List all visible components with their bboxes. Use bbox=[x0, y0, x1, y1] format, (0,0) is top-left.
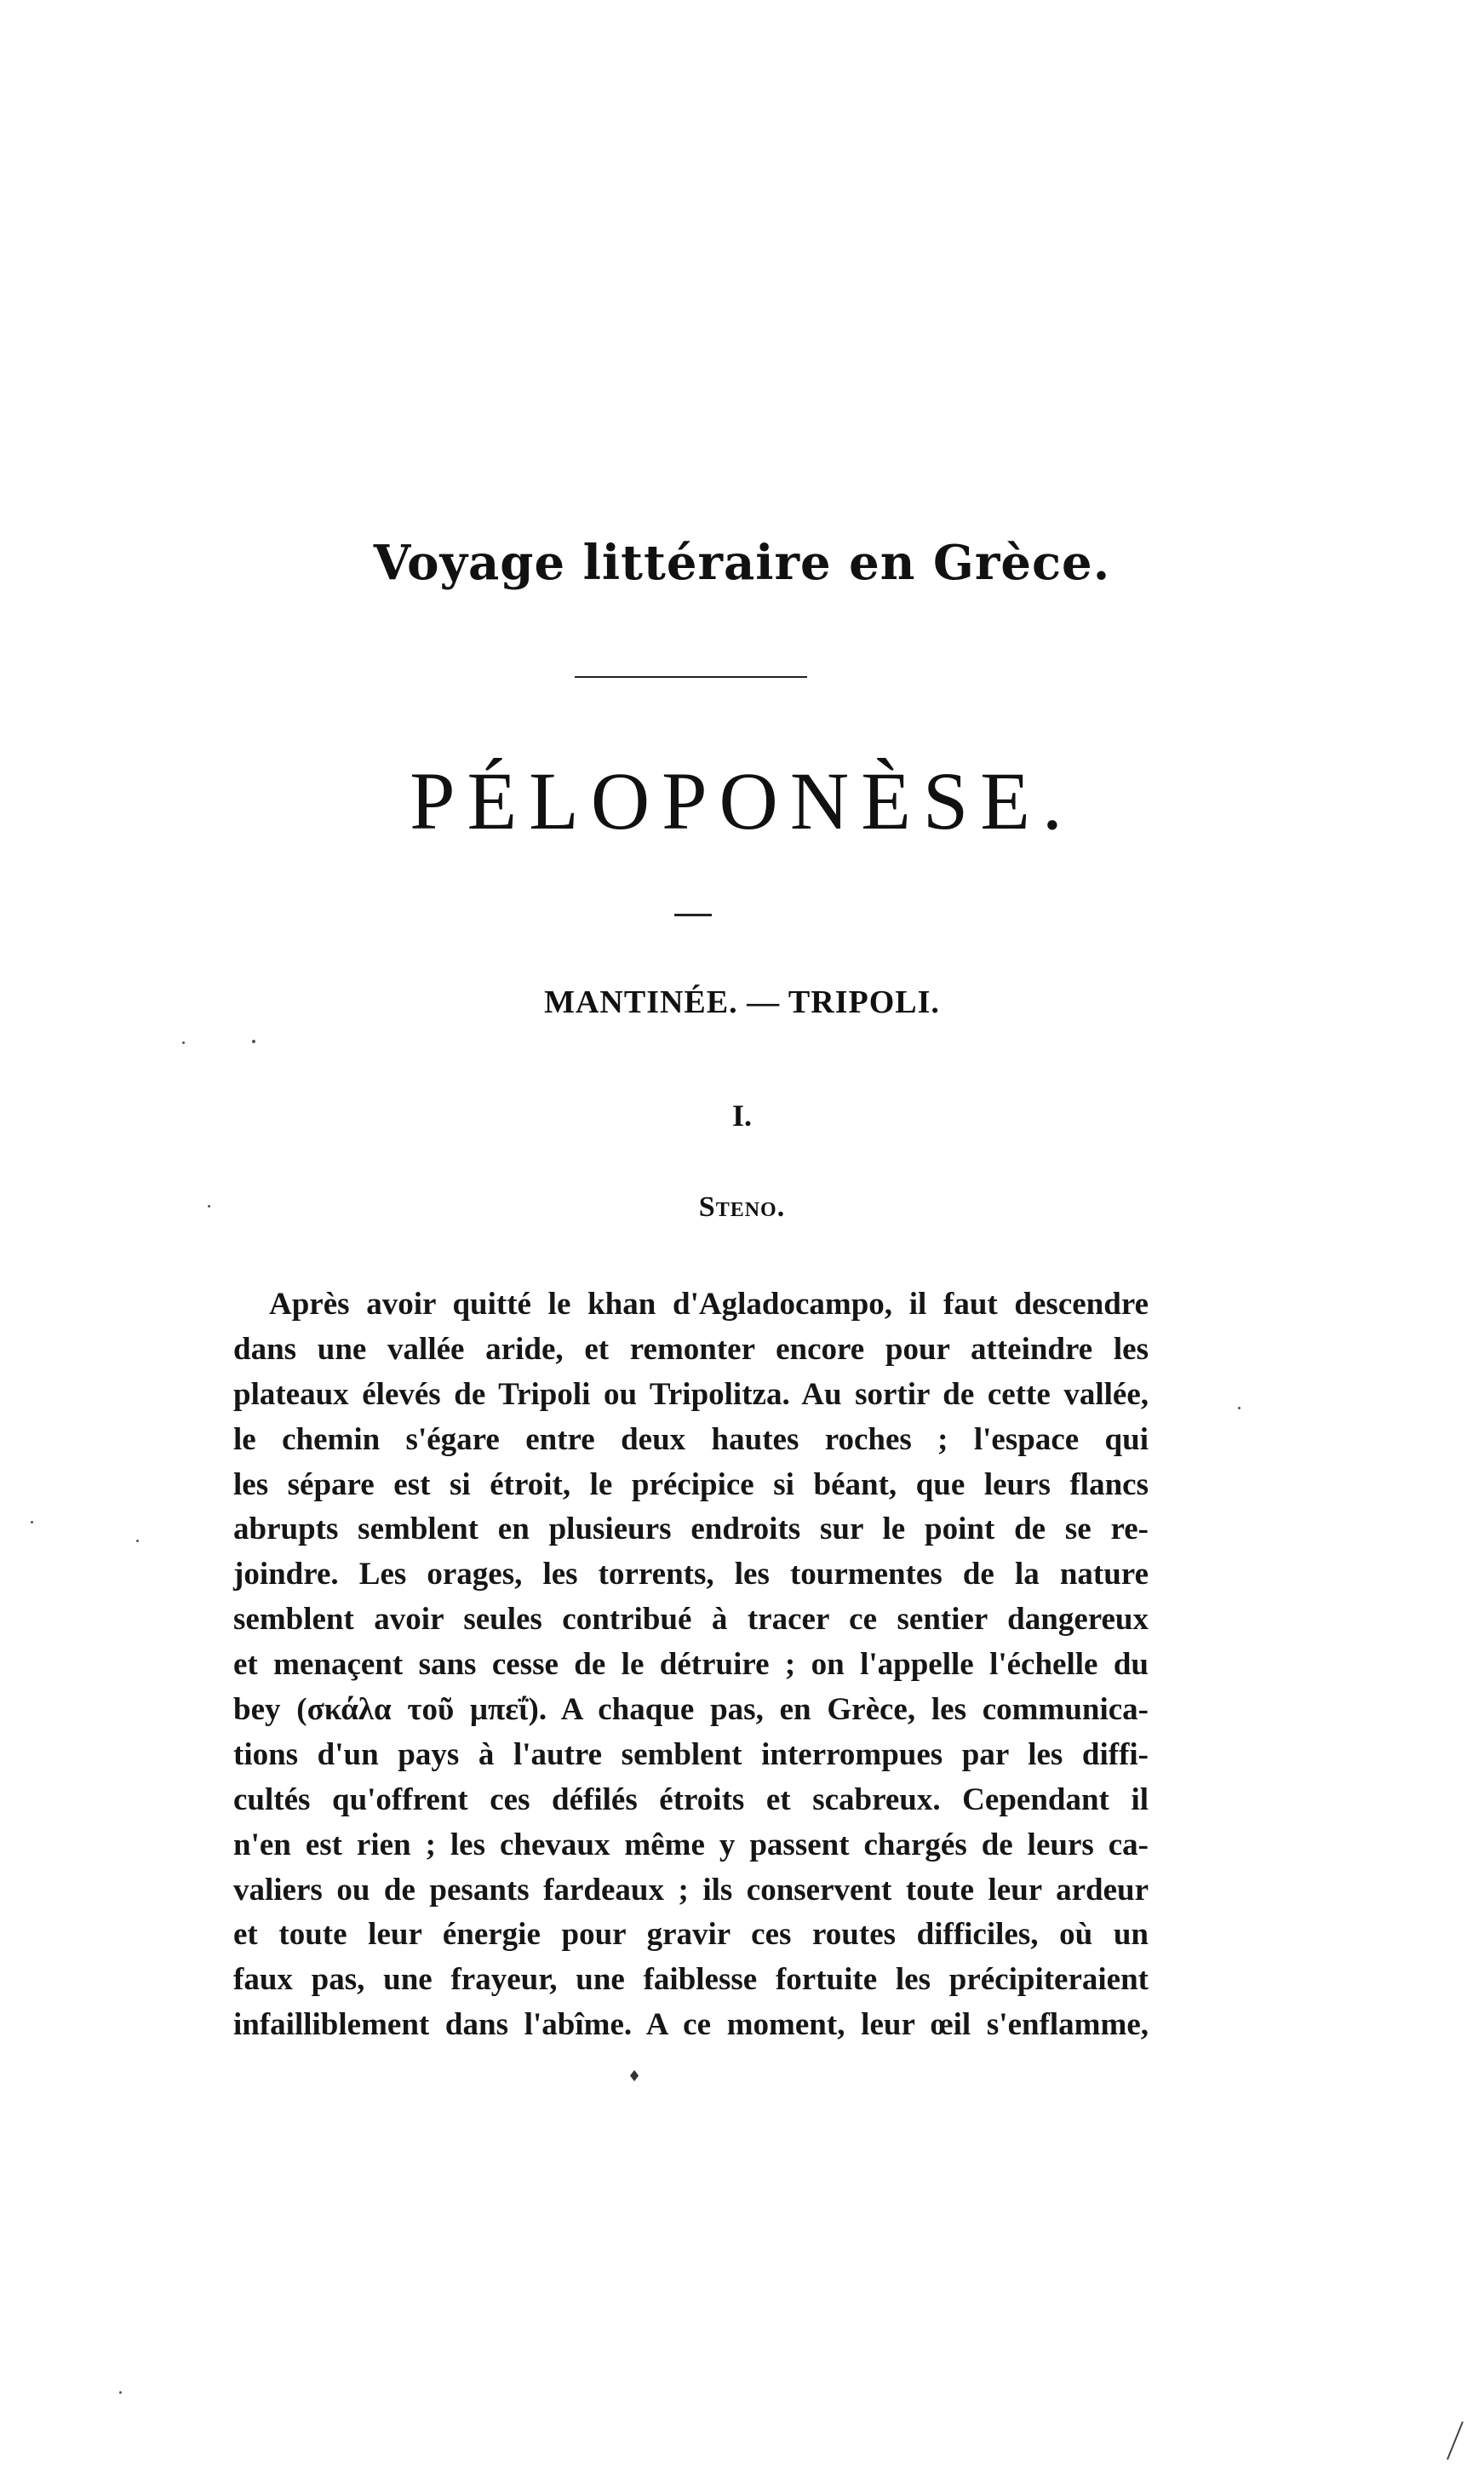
text-line: faux pas, une frayeur, une faiblesse fortuite les précipiteraient bbox=[233, 1962, 1149, 1998]
text-line: le chemin s'égare entre deux hautes roches ; l'espace qui bbox=[233, 1421, 1149, 1457]
signature-mark: ♦ bbox=[627, 2068, 642, 2086]
ink-speck bbox=[119, 2391, 122, 2394]
text-line: tions d'un pays à l'autre semblent interrompues par les diffi- bbox=[233, 1736, 1149, 1772]
ink-speck bbox=[1238, 1407, 1240, 1409]
text-line: cultés qu'offrent ces défilés étroits et scabreux. Cependant il bbox=[233, 1781, 1149, 1817]
body-paragraph bbox=[233, 1282, 1149, 2048]
chapter-number: I. bbox=[731, 1099, 752, 1133]
ink-speck bbox=[208, 1205, 210, 1208]
text-line: plateaux élevés de Tripoli ou Tripolitza. Au sortir de cette vallée, bbox=[233, 1376, 1149, 1412]
text-line: semblent avoir seules contribué à tracer ce sentier dangereux bbox=[233, 1602, 1149, 1638]
text-line: infailliblement dans l'abîme. A ce moment, leur œil s'enflamme, bbox=[233, 2007, 1149, 2043]
ink-speck bbox=[182, 1041, 185, 1044]
ink-speck bbox=[136, 1540, 139, 1542]
text-line: et toute leur énergie pour gravir ces routes difficiles, où un bbox=[233, 1917, 1149, 1953]
text-line: dans une vallée aride, et remonter encore pour atteindre les bbox=[233, 1331, 1149, 1367]
text-line: et menaçent sans cesse de le détruire ; on l'appelle l'échelle du bbox=[233, 1647, 1149, 1683]
series-title: Voyage littéraire en Grèce. bbox=[373, 535, 1111, 591]
text-line: joindre. Les orages, les torrents, les tourmentes de la nature bbox=[233, 1557, 1149, 1592]
text-line: abrupts semblent en plusieurs endroits sur le point de se re- bbox=[233, 1512, 1149, 1547]
text-line: Après avoir quitté le khan d'Agladocampo, il faut descendre bbox=[269, 1287, 1149, 1322]
main-title: PÉLOPONÈSE. bbox=[410, 755, 1074, 846]
margin-pencil-mark bbox=[1447, 2421, 1464, 2459]
text-line: bey (σκάλα τοῦ μπεΐ). A chaque pas, en Grèce, les communica- bbox=[233, 1692, 1149, 1728]
chapter-title: Steno. bbox=[698, 1191, 786, 1223]
section-title: MANTINÉE. — TRIPOLI. bbox=[544, 984, 940, 1020]
text-line: les sépare est si étroit, le précipice si béant, que leurs flancs bbox=[233, 1466, 1149, 1502]
title-divider-rule bbox=[575, 676, 807, 678]
ink-speck bbox=[31, 1521, 33, 1523]
short-divider-rule bbox=[674, 914, 712, 916]
text-line: valiers ou de pesants fardeaux ; ils conservent toute leur ardeur bbox=[233, 1872, 1149, 1908]
text-line: n'en est rien ; les chevaux même y passent chargés de leurs ca- bbox=[233, 1827, 1149, 1862]
ink-speck bbox=[252, 1040, 255, 1043]
